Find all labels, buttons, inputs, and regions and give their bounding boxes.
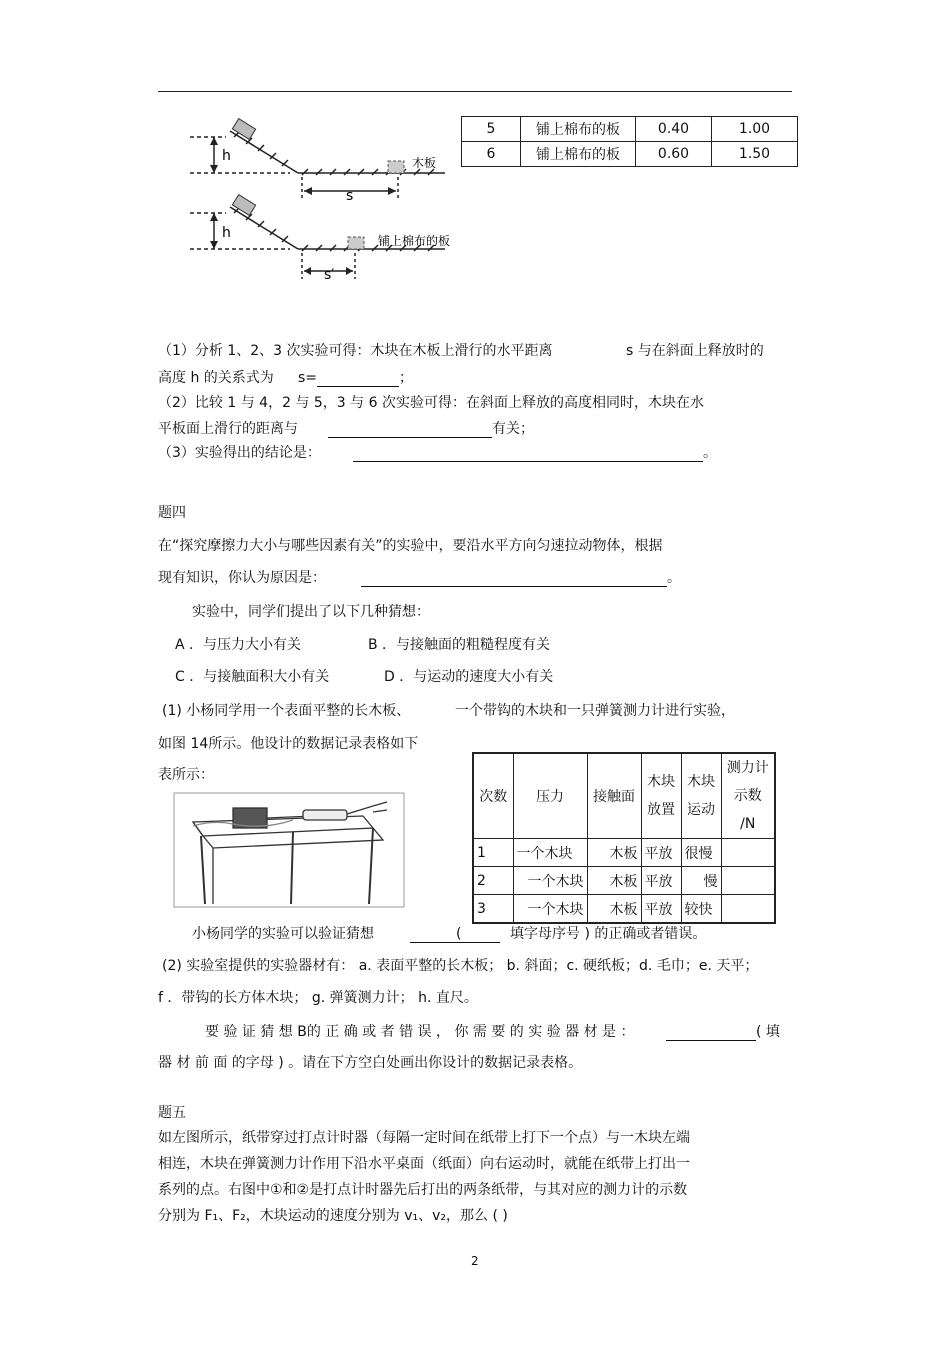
q4-verify-tail: 填字母序号 ) 的正确或者错误。 xyxy=(510,926,707,942)
table-cell: 2 xyxy=(473,867,513,895)
q4-line-2: 现有知识，你认为原因是： xyxy=(158,570,326,586)
table-cell: 木板 xyxy=(587,839,641,867)
table-cell: 1.00 xyxy=(712,117,798,142)
answer-blank[interactable] xyxy=(328,422,492,438)
table-row xyxy=(473,895,775,924)
header-rule xyxy=(158,91,792,92)
q3-line-3: （2）比较 1 与 4，2 与 5，3 与 6 次实验可得：在斜面上释放的高度相同时，木块在水 xyxy=(158,395,704,411)
table-cell: 很慢 xyxy=(681,839,721,867)
table-cell: 一个木块 xyxy=(513,895,587,924)
q3-answer-2 xyxy=(328,420,534,438)
table-cell: 0.40 xyxy=(636,117,712,142)
q3-text: s= xyxy=(298,370,318,386)
q4-equipment-blank xyxy=(666,1023,780,1041)
answer-blank[interactable] xyxy=(666,1025,756,1041)
q3-text: 平板面上滑行的距离与 xyxy=(158,421,298,437)
table-cell: 一个木块 xyxy=(513,867,587,895)
q4-line-1: 在“探究摩擦力大小与哪些因素有关”的实验中，要沿水平方向匀速拉动物体，根据 xyxy=(158,538,663,554)
q4-text: ( 填 xyxy=(756,1024,780,1040)
ramp-figure xyxy=(190,115,460,285)
header-cell: 接触面 xyxy=(587,753,641,839)
q3-text: ； xyxy=(399,370,414,386)
answer-blank[interactable] xyxy=(317,371,399,387)
option-a: A ．与压力大小有关 xyxy=(175,637,302,653)
q4-s1-c: 如图 14所示。他设计的数据记录表格如下 xyxy=(158,736,419,752)
q5-line-3: 系列的点。右图中①和②是打点计时器先后打出的两条纸带，与其对应的测力计的示数 xyxy=(158,1182,688,1198)
reading-cell[interactable] xyxy=(721,839,775,867)
q4-s1-b: 一个带钩的木块和一只弹簧测力计进行实验， xyxy=(455,703,735,719)
table-cell: 0.60 xyxy=(636,142,712,167)
table-cell: 6 xyxy=(462,142,521,167)
answer-blank[interactable] xyxy=(353,446,703,462)
figure-14-sketch xyxy=(173,792,405,908)
s-prime-label: s′ xyxy=(324,267,335,283)
table-cell: 铺上棉布的板 xyxy=(521,117,636,142)
q4-equipment-3 xyxy=(205,1023,635,1041)
table-row xyxy=(473,867,775,895)
h-label-1: h xyxy=(222,148,231,164)
q5-line-2: 相连，木块在弹簧测力计作用下沿水平桌面（纸面）向右运动时，就能在纸带上打出一 xyxy=(158,1156,690,1172)
table-cell: 慢 xyxy=(681,867,721,895)
q4-s1-d: 表所示： xyxy=(158,767,214,783)
table-cell: 1.50 xyxy=(712,142,798,167)
q4-text: 。 xyxy=(667,570,681,586)
header-cell: 木块运动 xyxy=(681,753,721,839)
q3-text: 。 xyxy=(703,445,717,461)
q3-text: 高度 h 的关系式为 xyxy=(158,370,274,386)
table-cell: 平放 xyxy=(641,867,681,895)
q4-answer-reason xyxy=(361,569,681,587)
answer-blank[interactable] xyxy=(410,927,500,943)
paren: ( xyxy=(456,926,462,942)
s-label: s xyxy=(346,188,354,204)
header-cell: 测力计示数 /N xyxy=(721,753,775,839)
q4-equipment-1: (2) 实验室提供的实验器材有： a. 表面平整的长木板； b. 斜面；c. 硬纸板；d. 毛巾；e. 天平； xyxy=(162,958,759,974)
option-d: D ．与运动的速度大小有关 xyxy=(384,669,554,685)
q3-line-1 xyxy=(158,342,553,360)
table-cell: 铺上棉布的板 xyxy=(521,142,636,167)
option-b: B ．与接触面的粗糙程度有关 xyxy=(368,637,551,653)
table-row xyxy=(462,142,798,167)
q4-equipment-4: 器 材 前 面 的字母 ) 。请在下方空白处画出你设计的数据记录表格。 xyxy=(158,1055,583,1071)
page-number: 2 xyxy=(471,1254,479,1268)
option-c: C ．与接触面积大小有关 xyxy=(175,669,330,685)
q4-verify-blank xyxy=(410,925,500,943)
q4-title: 题四 xyxy=(158,505,186,521)
q3-line-1b: s 与在斜面上释放时的 xyxy=(626,343,764,359)
q3-line-4 xyxy=(158,420,298,438)
board-label-2: 铺上棉布的板 xyxy=(378,234,451,248)
q4-s1-a: (1) 小杨同学用一个表面平整的长木板、 xyxy=(162,703,411,719)
q4-verify-line xyxy=(192,925,374,943)
table-cell: 3 xyxy=(473,895,513,924)
data-record-table xyxy=(472,752,776,924)
header-cell: 次数 xyxy=(473,753,513,839)
q4-text: 小杨同学的实验可以验证猜想 xyxy=(192,926,374,942)
table-cell: 木板 xyxy=(587,895,641,924)
table-cell: 5 xyxy=(462,117,521,142)
table-cell: 1 xyxy=(473,839,513,867)
q3-answer-3 xyxy=(353,444,717,462)
q3-text: 有关； xyxy=(492,421,534,437)
q3-line-2 xyxy=(158,369,274,387)
table-cell: 一个木块 xyxy=(513,839,587,867)
q5-line-1: 如左图所示，纸带穿过打点计时器（每隔一定时间在纸带上打下一个点）与一木块左端 xyxy=(158,1130,690,1146)
header-cell: 木块放置 xyxy=(641,753,681,839)
h-label-2: h xyxy=(222,225,231,241)
q3-line-5: （3）实验得出的结论是： xyxy=(158,445,321,461)
q4-text: 要 验 证 猜 想 B的 正 确 或 者 错 误 ， 你 需 要 的 实 验 器 材 是 ： xyxy=(205,1024,635,1040)
q3-text: （1）分析 1、2、3 次实验可得：木块在木板上滑行的水平距离 xyxy=(158,343,553,359)
q4-line-3: 实验中，同学们提出了以下几种猜想： xyxy=(192,604,430,620)
results-table-1 xyxy=(461,116,798,167)
board-label-1: 木板 xyxy=(412,156,437,170)
q5-title: 题五 xyxy=(158,1105,186,1121)
reading-cell[interactable] xyxy=(721,867,775,895)
table-cell: 较快 xyxy=(681,895,721,924)
table-cell: 平放 xyxy=(641,839,681,867)
q3-answer-1 xyxy=(298,369,413,387)
reading-cell[interactable] xyxy=(721,895,775,924)
q4-equipment-2: f ．带钩的长方体木块； g. 弹簧测力计； h. 直尺。 xyxy=(158,990,478,1006)
q5-line-4: 分别为 F₁、F₂，木块运动的速度分别为 v₁、v₂，那么 ( ) xyxy=(158,1208,508,1224)
header-cell: 压力 xyxy=(513,753,587,839)
table-cell: 平放 xyxy=(641,895,681,924)
table-row xyxy=(473,839,775,867)
answer-blank[interactable] xyxy=(361,571,667,587)
table-row xyxy=(462,117,798,142)
table-header-row xyxy=(473,753,775,839)
table-cell: 木板 xyxy=(587,867,641,895)
